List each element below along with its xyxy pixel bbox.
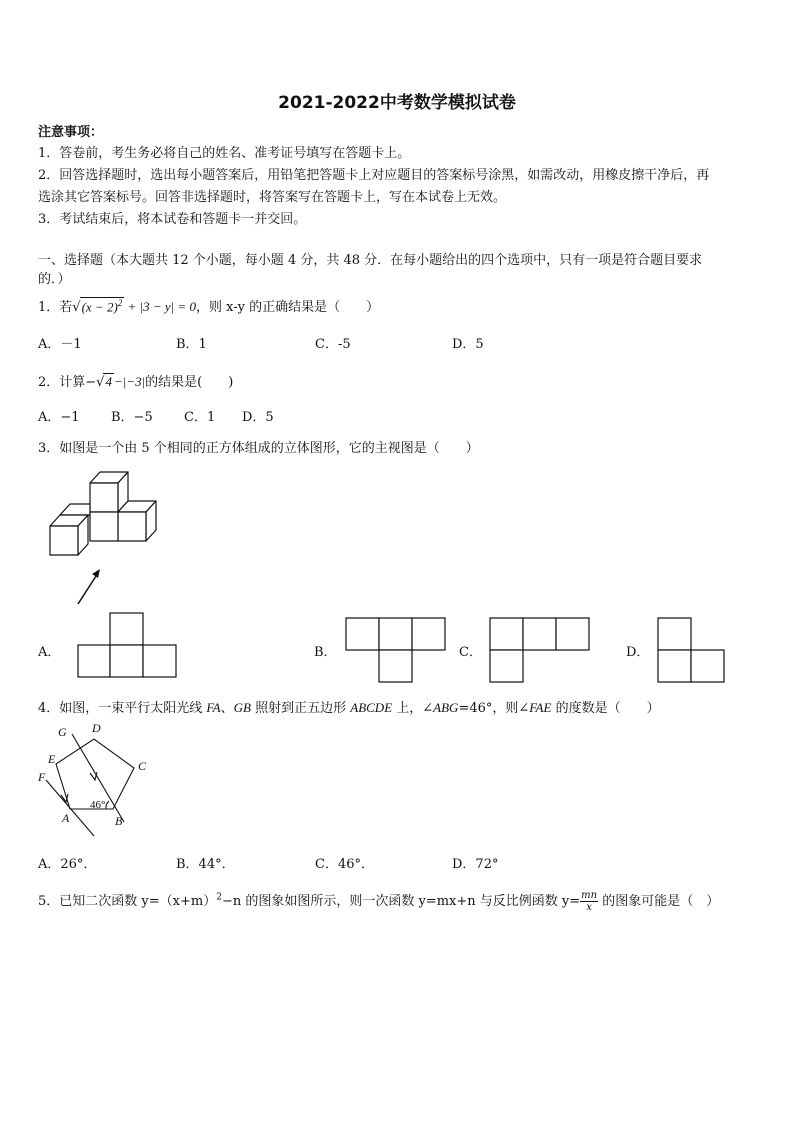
q3-option-b-figure[interactable] (345, 617, 449, 683)
question-1 (38, 296, 379, 315)
q1-sup: 2 (117, 297, 123, 308)
q2-option-b[interactable]: B．−5 (111, 410, 153, 425)
q4-ray-gb: GB (233, 700, 251, 715)
label-g: G (58, 725, 67, 739)
q1-option-a[interactable]: A．－1 (38, 337, 82, 352)
q4-option-b[interactable]: B．44°． (176, 857, 235, 872)
q4-suffix: 的度数是（ ） (551, 701, 660, 716)
q1-option-b[interactable]: B．1 (176, 337, 207, 352)
q4-pentagon-figure (34, 718, 164, 838)
q4-eq: =46°，则 (458, 701, 519, 716)
q3-option-a[interactable]: A． (38, 645, 61, 660)
q2-option-c[interactable]: C．1 (184, 410, 216, 425)
q2-option-a[interactable]: A．−1 (38, 410, 80, 425)
q2-prefix: 2．计算− (38, 375, 97, 390)
q1-suffix: ，则 x-y 的正确结果是（ ） (196, 300, 380, 315)
section-heading: 一、选择题（本大题共 12 个小题，每小题 4 分，共 48 分．在每小题给出的四个选项中，只有一项是符合题目要求 (38, 253, 703, 268)
q4-angle-fae: ∠FAE (518, 700, 552, 715)
page-title: 2021-2022中考数学模拟试卷 (278, 93, 516, 113)
q3-option-b[interactable]: B． (314, 645, 337, 660)
q3-option-c-figure[interactable] (489, 617, 593, 683)
q2-mid: −|−3| (113, 374, 146, 389)
q1-sqrt-inner: (x − 2) (81, 299, 118, 314)
q2-sqrt-content: 4 (105, 374, 112, 389)
question-2 (38, 371, 233, 390)
q3-option-a-figure[interactable] (77, 612, 179, 678)
q4-option-d[interactable]: D．72° (452, 857, 499, 872)
q1-prefix: 1．若 (38, 300, 73, 315)
q1-mid: + |3 − y| = 0 (124, 299, 197, 314)
q3-option-d[interactable]: D． (626, 645, 650, 660)
notice-item-3: 3．考试结束后，将本试卷和答题卡一并交回。 (38, 212, 307, 227)
notice-item-1: 1．答卷前，考生务必将自己的姓名、准考证号填写在答题卡上。 (38, 146, 411, 161)
q5-sup: 2 (216, 892, 222, 903)
q4-ray-fa: FA (206, 700, 221, 715)
label-e: E (48, 752, 56, 766)
q5-frac-den: x (586, 902, 592, 913)
q4-mid2: 上， (392, 701, 423, 716)
notice-item-2: 2．回答选择题时，选出每小题答案后，用铅笔把答题卡上对应题目的答案标号涂黑，如需改动，用橡皮擦干净后，再 (38, 168, 710, 183)
sqrt-symbol: √ (72, 300, 81, 315)
q2-option-d[interactable]: D．5 (242, 410, 274, 425)
q3-option-c[interactable]: C． (459, 645, 482, 660)
section-heading-cont: 的．） (38, 272, 71, 287)
label-f: F (38, 770, 46, 784)
q3-cube-figure (40, 465, 170, 610)
q4-angle-abg: ∠ABG (422, 700, 459, 715)
notice-heading: 注意事项： (38, 125, 104, 140)
label-c: C (138, 759, 147, 773)
q5-prefix: 5．已知二次函数 y=（x+m） (38, 894, 217, 909)
label-a: A (62, 811, 70, 825)
q4-mid1: 照射到正五边形 (250, 701, 351, 716)
q3-option-d-figure[interactable] (657, 617, 729, 683)
q4-pentagon: ABCDE (350, 700, 393, 715)
q5-mid: −n 的图象如图所示，则一次函数 y=mx+n 与反比例函数 y= (221, 894, 581, 909)
q5-frac-num: mn (581, 890, 598, 901)
q1-option-c[interactable]: C．-5 (315, 337, 351, 352)
label-d: D (92, 721, 101, 735)
q4-option-c[interactable]: C．46°． (315, 857, 374, 872)
question-5 (38, 890, 719, 913)
q2-suffix: 的结果是( ) (145, 375, 234, 390)
q5-fraction (580, 890, 598, 913)
q4-sep: 、 (220, 701, 234, 716)
q1-option-d[interactable]: D．5 (452, 337, 484, 352)
sqrt-symbol: √ (96, 375, 105, 390)
question-3: 3．如图是一个由 5 个相同的正方体组成的立体图形，它的主视图是（ ） (38, 441, 479, 456)
q1-sqrt-content (80, 297, 125, 315)
label-angle: 46° (90, 799, 106, 811)
q4-prefix: 4．如图，一束平行太阳光线 (38, 701, 207, 716)
q5-suffix: 的图象可能是（ ） (598, 894, 720, 909)
label-b: B (115, 814, 123, 828)
q4-option-a[interactable]: A．26°． (38, 857, 97, 872)
notice-item-2-cont: 选涂其它答案标号。回答非选择题时，将答案写在答题卡上，写在本试卷上无效。 (38, 190, 507, 205)
question-4 (38, 697, 660, 716)
